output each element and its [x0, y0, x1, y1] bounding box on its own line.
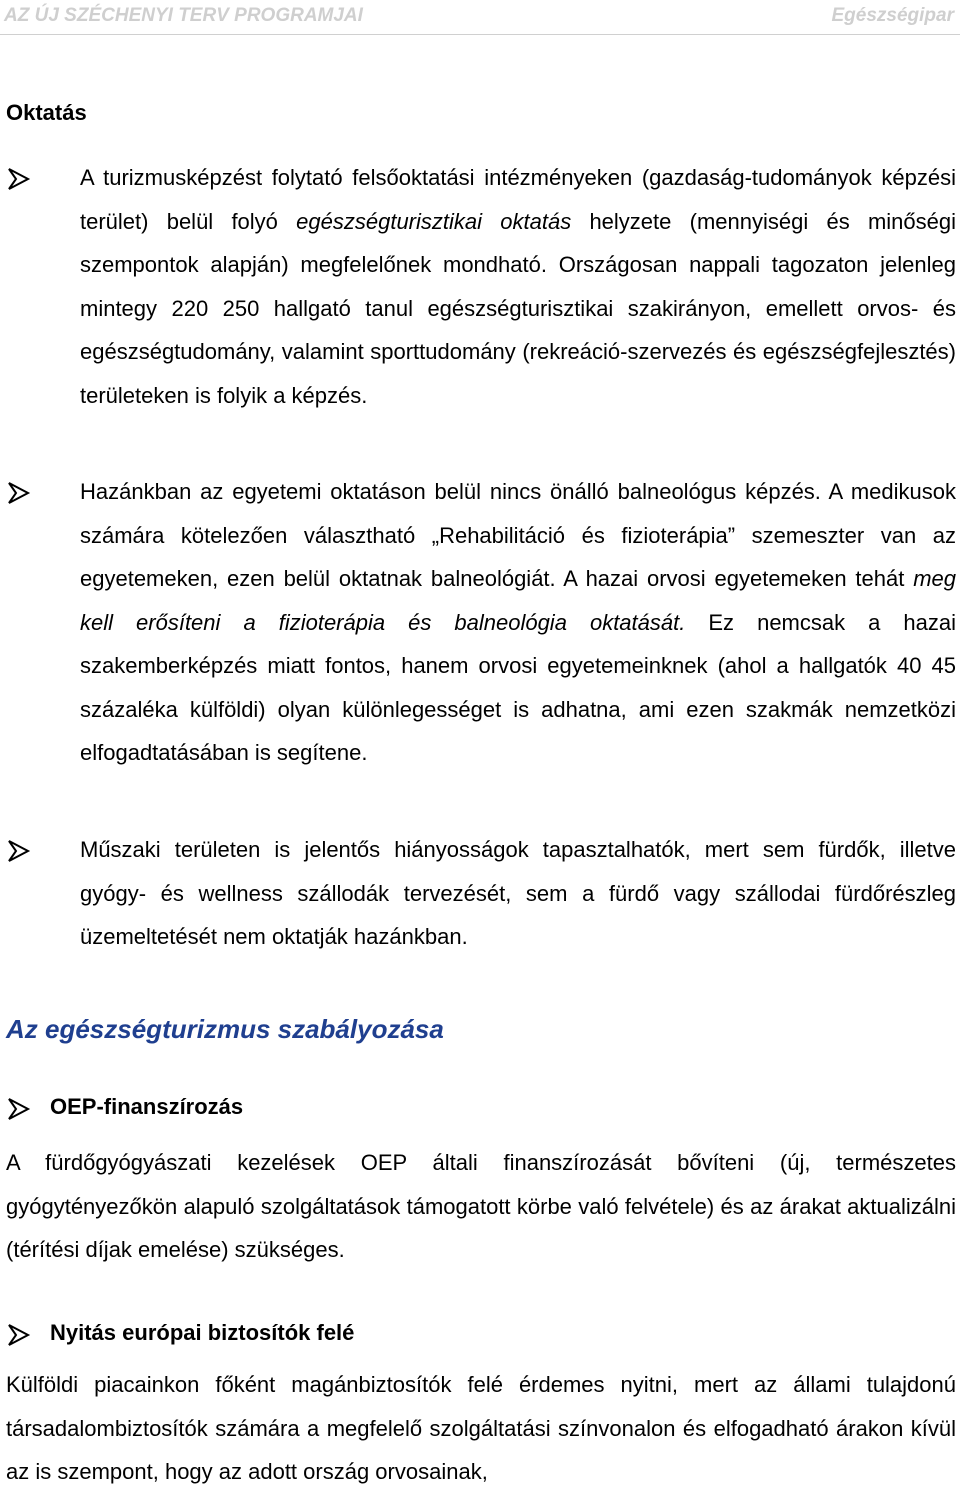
arrow-bullet-icon	[6, 1096, 32, 1122]
text-run: A turizmusképzést folytató felsőoktatási intézményeken (gazdaság-tudományok képzési terület) belül folyó	[80, 165, 956, 234]
arrow-bullet-icon	[6, 838, 32, 864]
section-heading-regulation: Az egészségturizmus szabályozása	[6, 1014, 444, 1044]
bullet-paragraph	[80, 156, 956, 417]
paragraph-oep: A fürdőgyógyászati kezelések OEP általi finanszírozását bővíteni (új, természetes gyógytényezőkön alapuló szolgáltatások támogatott körbe való felvétele) és az árakat aktualizálni (térítési díjak emelése) szükséges.	[6, 1150, 956, 1262]
paragraph-insurers: Külföldi piacainkon főként magánbiztosítók felé érdemes nyitni, mert az állami tulajdonú társadalombiztosítók számára a megfelelő szolgáltatási színvonalon és elfogadható árakon kívül az is szempont, hogy az adott ország orvosainak,	[6, 1372, 956, 1484]
header-program-title: AZ ÚJ SZÉCHENYI TERV PROGRAMJAI	[4, 5, 363, 26]
text-run: helyzete (mennyiségi és minőségi szempontok alapján) megfelelőnek mondható. Országosan nappali tagozaton jelenleg mintegy 220 250 hallgató tanul egészségturisztikai szakirányon, emellett orvos- és egészségtudomány, valamint sporttudomány (rekreáció-szervezés és egészségfejlesztés) területeken is folyik a képzés.	[80, 208, 956, 408]
subheading-insurers: Nyitás európai biztosítók felé	[50, 1320, 355, 1345]
page-header	[0, 0, 960, 35]
arrow-bullet-icon	[6, 1322, 32, 1348]
section-title-oktatas: Oktatás	[6, 100, 87, 125]
text-run: Ez nemcsak a hazai szakemberképzés miatt fontos, hanem orvosi egyetemeinknek (ahol a hallgatók 40 45 százaléka külföldi) olyan különlegességet is adhatna, ami ezen szakmák nemzetközi elfogadtatásában is segítene.	[80, 609, 956, 765]
arrow-bullet-icon	[6, 166, 32, 192]
text-run: Hazánkban az egyetemi oktatáson belül nincs önálló balneológus képzés. A medikusok számára kötelezően választható „Rehabilitáció és fizioterápia” szemeszter van az egyetemeken, ezen belül oktatnak balneológiát. A hazai orvosi egyetemeken tehát	[80, 479, 956, 591]
text-run-italic: meg kell erősíteni a fizioterápia és balneológia oktatását.	[80, 566, 956, 635]
bullet-paragraph: Műszaki területen is jelentős hiányosságok tapasztalhatók, mert sem fürdők, illetve gyógy- és wellness szállodák tervezését, sem a fürdő vagy szállodai fürdőrészleg üzemeltetését nem oktatják hazánkban.	[80, 837, 956, 949]
subheading-oep: OEP-finanszírozás	[50, 1094, 244, 1119]
header-section-title: Egészségipar	[831, 5, 954, 26]
bullet-paragraph	[80, 470, 956, 775]
text-run-italic: egészségturisztikai oktatás	[296, 208, 572, 234]
arrow-bullet-icon	[6, 480, 32, 506]
